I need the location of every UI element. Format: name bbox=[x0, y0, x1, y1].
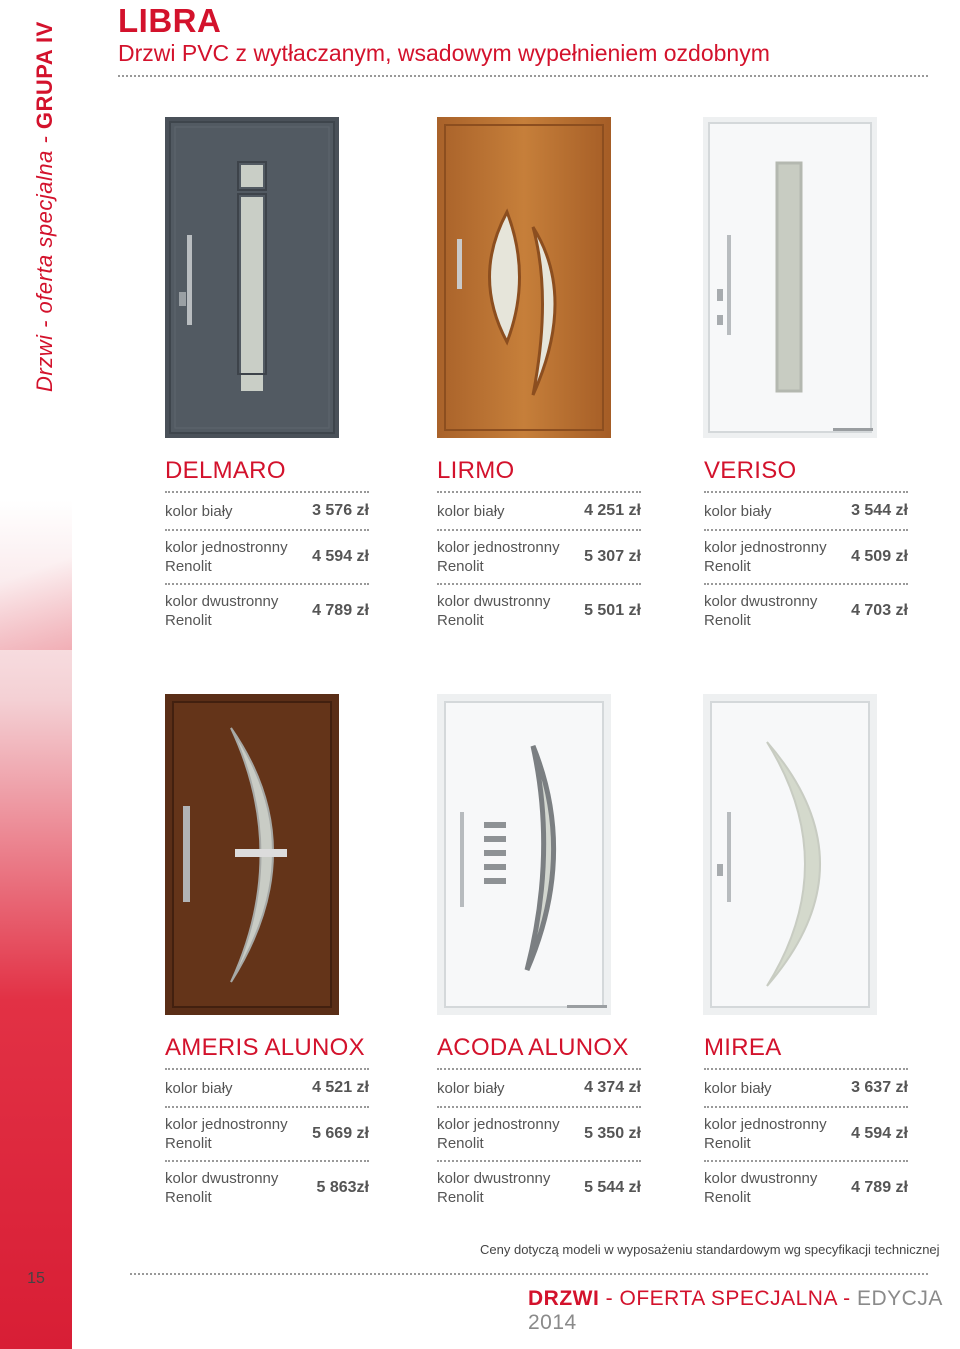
product-delmaro bbox=[165, 455, 369, 637]
row-sublabel: Renolit bbox=[704, 612, 751, 629]
row-sublabel: Renolit bbox=[165, 1135, 212, 1152]
door-image-acoda-alunox bbox=[437, 694, 611, 1015]
row-sublabel: Renolit bbox=[437, 1189, 484, 1206]
price-row bbox=[165, 585, 369, 637]
row-label: kolor biały bbox=[165, 1079, 233, 1097]
price-value: 4 509 zł bbox=[851, 548, 908, 565]
product-lirmo bbox=[437, 455, 641, 637]
price-value: 4 251 zł bbox=[584, 502, 641, 519]
price-row bbox=[437, 493, 641, 531]
price-row bbox=[704, 1162, 908, 1214]
product-veriso bbox=[704, 455, 908, 637]
row-sublabel: Renolit bbox=[437, 1135, 484, 1152]
sidebar-title: Drzwi - oferta specjalna - GRUPA IV bbox=[32, 21, 57, 392]
door-image-lirmo bbox=[437, 117, 611, 438]
price-value: 4 521 zł bbox=[312, 1079, 369, 1096]
footer-part-oferta: OFERTA SPECJALNA bbox=[619, 1287, 837, 1310]
row-label: kolor jednostronny bbox=[704, 1116, 827, 1133]
price-value: 4 703 zł bbox=[851, 602, 908, 619]
row-label: kolor dwustronny bbox=[704, 593, 818, 610]
footer-separator: - bbox=[599, 1287, 620, 1310]
price-value: 5 669 zł bbox=[312, 1125, 369, 1142]
price-row bbox=[437, 585, 641, 637]
price-row bbox=[437, 1162, 641, 1214]
row-label: kolor jednostronny bbox=[437, 1116, 560, 1133]
sidebar bbox=[0, 0, 72, 1349]
product-ameris-alunox bbox=[165, 1032, 369, 1214]
price-row bbox=[704, 531, 908, 585]
row-sublabel: Renolit bbox=[437, 558, 484, 575]
product-acoda-alunox bbox=[437, 1032, 641, 1214]
page-number: 15 bbox=[27, 1270, 45, 1287]
price-row bbox=[437, 1070, 641, 1108]
sidebar-decoration bbox=[0, 520, 72, 650]
footer-part-drzwi: DRZWI bbox=[528, 1287, 600, 1310]
product-name: ACODA ALUNOX bbox=[437, 1032, 641, 1070]
price-value: 5 307 zł bbox=[584, 548, 641, 565]
product-name: VERISO bbox=[704, 455, 908, 493]
product-name: LIRMO bbox=[437, 455, 641, 493]
price-value: 5 501 zł bbox=[584, 602, 641, 619]
row-label: kolor biały bbox=[165, 502, 233, 520]
row-sublabel: Renolit bbox=[437, 612, 484, 629]
price-value: 3 576 zł bbox=[312, 502, 369, 519]
price-row bbox=[704, 1108, 908, 1162]
price-value: 3 544 zł bbox=[851, 502, 908, 519]
price-value: 4 374 zł bbox=[584, 1079, 641, 1096]
price-value: 4 594 zł bbox=[312, 548, 369, 565]
door-image-mirea bbox=[703, 694, 877, 1015]
page-subtitle: Drzwi PVC z wytłaczanym, wsadowym wypełnieniem ozdobnym bbox=[118, 40, 770, 66]
row-sublabel: Renolit bbox=[165, 558, 212, 575]
price-value: 3 637 zł bbox=[851, 1079, 908, 1096]
row-sublabel: Renolit bbox=[704, 1189, 751, 1206]
price-row bbox=[437, 1108, 641, 1162]
row-label: kolor dwustronny bbox=[437, 593, 551, 610]
door-image-delmaro bbox=[165, 117, 339, 438]
price-row bbox=[165, 1070, 369, 1108]
price-value: 5 350 zł bbox=[584, 1125, 641, 1142]
price-row bbox=[165, 493, 369, 531]
row-sublabel: Renolit bbox=[165, 1189, 212, 1206]
product-mirea bbox=[704, 1032, 908, 1214]
row-label: kolor dwustronny bbox=[704, 1170, 818, 1187]
row-label: kolor jednostronny bbox=[437, 539, 560, 556]
footer-part-edycja: EDYCJA 2014 bbox=[528, 1287, 942, 1334]
price-row bbox=[704, 585, 908, 637]
row-label: kolor jednostronny bbox=[165, 1116, 288, 1133]
price-value: 5 544 zł bbox=[584, 1179, 641, 1196]
price-row bbox=[165, 1162, 369, 1214]
price-value: 5 863zł bbox=[316, 1179, 369, 1196]
price-row bbox=[165, 1108, 369, 1162]
row-label: kolor dwustronny bbox=[165, 1170, 279, 1187]
footer-separator: - bbox=[836, 1287, 857, 1310]
row-label: kolor jednostronny bbox=[165, 539, 288, 556]
door-image-veriso bbox=[703, 117, 877, 438]
price-value: 4 789 zł bbox=[851, 1179, 908, 1196]
product-name: DELMARO bbox=[165, 455, 369, 493]
price-value: 4 789 zł bbox=[312, 602, 369, 619]
footer-title bbox=[528, 1287, 960, 1335]
row-label: kolor dwustronny bbox=[165, 593, 279, 610]
row-label: kolor biały bbox=[704, 502, 772, 520]
row-label: kolor biały bbox=[437, 502, 505, 520]
page-title: LIBRA bbox=[118, 2, 222, 39]
door-image-ameris-alunox bbox=[165, 694, 339, 1015]
row-label: kolor biały bbox=[704, 1079, 772, 1097]
product-name: AMERIS ALUNOX bbox=[165, 1032, 369, 1070]
price-row bbox=[165, 531, 369, 585]
footer-divider bbox=[130, 1273, 928, 1275]
row-sublabel: Renolit bbox=[165, 612, 212, 629]
row-label: kolor biały bbox=[437, 1079, 505, 1097]
row-sublabel: Renolit bbox=[704, 1135, 751, 1152]
price-value: 4 594 zł bbox=[851, 1125, 908, 1142]
header-divider bbox=[118, 75, 928, 77]
price-footnote: Ceny dotyczą modeli w wyposażeniu standardowym wg specyfikacji technicznej bbox=[480, 1242, 940, 1257]
price-row bbox=[704, 493, 908, 531]
row-sublabel: Renolit bbox=[704, 558, 751, 575]
row-label: kolor dwustronny bbox=[437, 1170, 551, 1187]
product-name: MIREA bbox=[704, 1032, 908, 1070]
price-row bbox=[437, 531, 641, 585]
row-label: kolor jednostronny bbox=[704, 539, 827, 556]
price-row bbox=[704, 1070, 908, 1108]
